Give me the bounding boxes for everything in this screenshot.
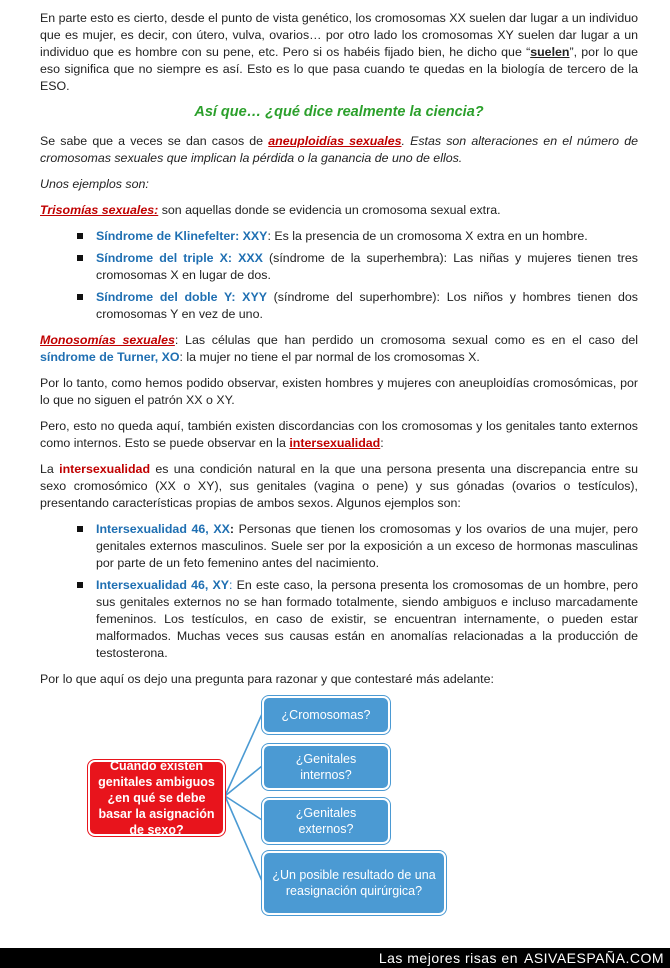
discordance-text-b: :: [380, 436, 384, 450]
trisomy-text: son aquellas donde se evidencia un cromosoma sexual extra.: [158, 203, 501, 217]
monosomy-term: Monosomías sexuales: [40, 333, 175, 347]
question-paragraph: Por lo que aquí os dejo una pregunta para razonar y que contestaré más adelante:: [40, 672, 494, 686]
conclusion-paragraph: Por lo tanto, como hemos podido observar, existen hombres y mujeres con aneuploidías cromosómicas, por lo que no siguen el patrón XX o XY.: [40, 376, 638, 407]
trisomy-term: Trisomías sexuales:: [40, 203, 159, 217]
intersex-text-b: es una condición natural en la que una persona presenta una discrepancia entre su sexo cromosómico (XX o XY), sus genitales (vagina o pene) y sus gónadas (ovarios o testículos), presentando características propias de ambos sexos. Algunos ejemplos son:: [40, 462, 638, 510]
intersex-type-text: Personas que tienen los cromosomas y los ovarios de una mujer, pero genitales externos masculinos. Suele ser por la exposición a un exceso de hormonas masculinas por parte de un feto femenino antes del nacimiento.: [96, 522, 638, 570]
syndrome-text: (síndrome de la superhembra): Las niñas y mujeres tienen tres cromosomas X en lugar de dos.: [96, 251, 639, 282]
option-box-external-genitals: ¿Genitales externos?: [262, 798, 390, 844]
syndrome-name: Síndrome del triple X: XXX: [96, 251, 263, 265]
discordance-paragraph: [40, 418, 638, 452]
list-item: [96, 577, 638, 662]
option-box-internal-genitals: ¿Genitales internos?: [262, 744, 390, 790]
question-diagram: [0, 688, 670, 928]
monosomy-text-b: : la mujer no tiene el par normal de los cromosomas X.: [179, 350, 480, 364]
option-box-surgical-reassignment: ¿Un posible resultado de una reasignación quirúrgica?: [262, 851, 446, 915]
syndrome-name: Síndrome de Klinefelter: XXY: [96, 229, 268, 243]
intro-emphasis: suelen: [530, 45, 570, 59]
intro-paragraph: [40, 10, 638, 95]
connector-line: [225, 766, 262, 796]
syndrome-name: Síndrome del doble Y: XYY: [96, 290, 267, 304]
list-item: [96, 289, 638, 323]
intro-text-a: En parte esto es cierto, desde el punto de vista genético, los cromosomas XX suelen dar lugar a un individuo que es mujer, es decir, con útero, vulva, ovarios… por otro lado los cromosomas XY suelen dar lugar a un individuo que es hombre con su pene, etc. Pero si os habéis fijado bien, he dicho que “: [40, 11, 638, 59]
syndrome-text: : Es la presencia de un cromosoma X extra en un hombre.: [267, 229, 588, 243]
monosomy-text-a: : Las células que han perdido un cromosoma sexual como es en el caso del: [174, 333, 639, 347]
aneuploidy-paragraph: [40, 133, 638, 167]
intersex-term: intersexualidad: [59, 462, 151, 476]
intersex-term: intersexualidad: [289, 436, 381, 450]
trisomy-list: [40, 228, 638, 323]
intersex-text-a: La: [40, 462, 60, 476]
syndrome-text: (síndrome del superhombre): Los niños y hombres tienen dos cromosomas Y en vez de uno.: [96, 290, 638, 321]
intersex-list: [40, 521, 638, 662]
list-item: [96, 228, 638, 245]
aneuploidy-text-b: . Estas son alteraciones en el número de cromosomas sexuales que implican la pérdida o la ganancia de uno de ellos.: [40, 134, 638, 165]
aneuploidy-text-a: Se sabe que a veces se dan casos de: [40, 134, 269, 148]
connector-line: [225, 714, 262, 796]
list-item: [96, 250, 638, 284]
list-item: [96, 521, 638, 572]
intersex-paragraph: [40, 461, 638, 512]
site-footer-banner: [0, 948, 670, 968]
turner-term: síndrome de Turner, XO: [40, 350, 180, 364]
intersex-type-name: Intersexualidad 46, XY: [96, 578, 230, 592]
monosomy-paragraph: [40, 332, 638, 366]
intro-text-b: ”, por lo que eso significa que no siempre es así. Esto es lo que pasa cuando te quedas en la biología de tercero de la ESO.: [40, 45, 638, 93]
trisomy-paragraph: [40, 202, 638, 219]
document-body: [40, 10, 638, 697]
aneuploidy-term: aneuploidías sexuales: [268, 134, 402, 148]
intersex-type-name: Intersexualidad 46, XX: [96, 522, 230, 536]
section-title: Así que… ¿qué dice realmente la ciencia?: [194, 104, 484, 120]
footer-brand: ASIVAESPAÑA.COM: [523, 950, 664, 966]
examples-intro: Unos ejemplos son:: [40, 177, 149, 191]
discordance-text-a: Pero, esto no queda aquí, también existen discordancias con los cromosomas y los genitales tanto externos como internos. Esto se puede observar en la: [40, 419, 638, 450]
option-box-chromosomes: ¿Cromosomas?: [262, 696, 390, 734]
footer-text: Las mejores risas en: [378, 950, 518, 966]
intersex-type-text: En este caso, la persona presenta los cromosomas de un hombre, pero sus genitales externos no se han formado totalmente, siendo ambiguos e incluso marcadamente femeninos. Los testículos, en caso de existir, se encuentran internamente, o pueden estar malformados. Muchas veces sus causas están en anomalías relacionadas a la producción de testosterona.: [96, 578, 638, 660]
intersex-type-sep: :: [229, 522, 235, 536]
intersex-type-sep: :: [229, 578, 233, 592]
main-question-box: Cuando existen genitales ambiguos ¿en qué se debe basar la asignación de sexo?: [88, 760, 225, 836]
